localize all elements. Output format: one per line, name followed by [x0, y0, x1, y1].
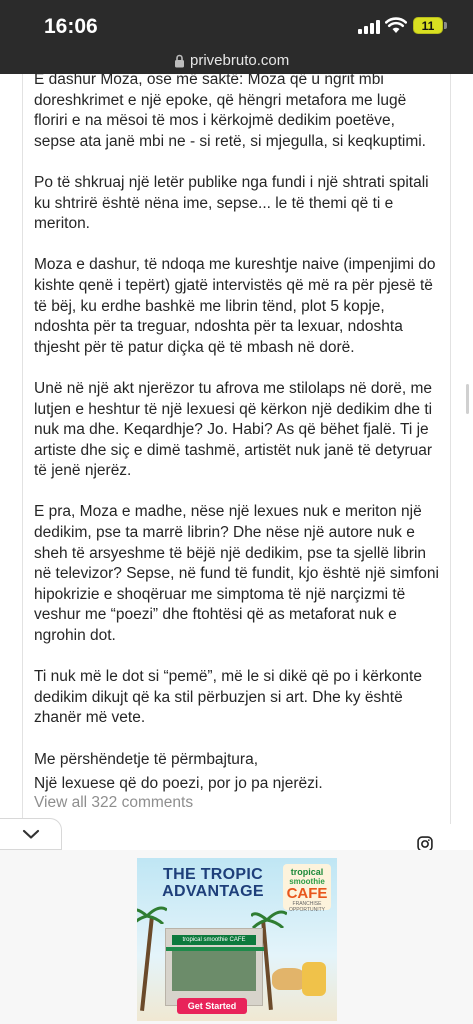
caption-paragraph: Po të shkruaj një letër publike nga fundi i një shtrati spitali ku shtrirë është nëna ime, sepse... le të themi që ti e meriton. — [34, 173, 429, 233]
palm-tree-trunk — [140, 916, 154, 1011]
post-caption — [34, 74, 439, 799]
caption-signature-line: Një lexuese që do poezi, por jo pa njerëzi. — [34, 775, 323, 793]
ad-brand-logo — [283, 864, 331, 913]
ad-banner[interactable] — [137, 858, 337, 1021]
address-bar[interactable] — [0, 50, 473, 74]
ad-brand-line-3: CAFE — [286, 885, 328, 902]
collapse-ad-button[interactable] — [0, 818, 62, 850]
url-text[interactable]: privebruto.com — [190, 52, 290, 69]
storefront-sign: tropical smoothie CAFE — [172, 935, 256, 945]
battery-level: 11 — [421, 18, 435, 33]
lock-icon — [174, 54, 185, 68]
cellular-signal-icon — [358, 20, 380, 34]
palm-leaves-icon — [137, 904, 167, 924]
status-bar — [0, 0, 473, 50]
ad-food-image — [272, 968, 306, 990]
ad-brand-line-1: tropical — [290, 867, 324, 877]
browser-top-bar — [0, 0, 473, 74]
ad-headline: THE TROPIC ADVANTAGE — [162, 866, 264, 900]
caption-paragraph: E dashur Moza, ose më saktë: Moza që u ngrit mbi doreshkrimet e një epoke, që hëngri metafora me lugë floriri e na mësoi të mos i kërkojmë dedikim poetëve, sepse ata janë mbi ne - si retë, si mjegulla, si keqkuptimi. — [34, 74, 426, 150]
ad-drink-image — [302, 962, 326, 996]
ad-banner-area — [0, 850, 473, 1024]
caption-paragraph: E pra, Moza e madhe, nëse një lexues nuk e meriton një dedikim, pse ta marrë librin? Dhe nëse një autore nuk e sheh të arsyeshme të bëjë një dedikim, pse ta sjellë librin në televizor? Sepse, në fund të fundit, kjo është një simfoni hipokrizie e shoqëruar me simptoma të një narçizmi të veshur me “poezi” dhe ftohtësi që as metaforat nuk e ngrohin dot. — [34, 503, 439, 645]
post-caption-area — [0, 74, 473, 850]
caption-paragraph: Ti nuk më le dot si “pemë”, më le si dikë që po i kërkonte dedikim dikujt që ka stil përbuzjen si art. Dhe ky është zhanër më vete. — [34, 668, 422, 727]
storefront-windows — [172, 951, 256, 991]
battery-icon — [413, 17, 443, 34]
ad-brand-tagline: FRANCHISE OPPORTUNITY — [288, 901, 326, 913]
ad-brand-line-2: smoothie — [289, 877, 325, 886]
view-comments-link[interactable]: View all 322 comments — [34, 794, 194, 811]
caption-paragraph: Unë në një akt njerëzor tu afrova me stilolaps në dorë, me lutjen e heshtur të një lexuesi që kërkon një dedikim dhe ti nuk ma dhe. Keqardhje? Jo. Habi? As që bëhet fjalë. Ti je artiste dhe siç e dimë tashmë, artistët nuk janë të detyruar të jenë njerëz. — [34, 379, 433, 480]
battery-tip — [444, 22, 447, 29]
ad-storefront-image — [165, 928, 263, 1006]
caption-closing-line: Me përshëndetje të përmbajtura, — [34, 750, 259, 768]
get-started-button[interactable]: Get Started — [177, 998, 247, 1014]
status-time: 16:06 — [44, 15, 98, 38]
caption-paragraph: Moza e dashur, të ndoqa me kureshtje naive (impenjimi do kishte qenë i tepërt) gjatë intervistës që më ra për pjesë të të bëj, ku erdhe bashkë me librin tënd, plot 5 kopje, ndoshta për ta treguar, ndoshta për ta lexuar, ndoshta thjesht për të patur diçka që të mbash në dorë. — [34, 256, 436, 356]
palm-leaves-icon — [251, 908, 287, 928]
chevron-down-icon — [22, 828, 40, 840]
scroll-indicator[interactable] — [466, 384, 469, 414]
wifi-icon — [385, 16, 407, 34]
